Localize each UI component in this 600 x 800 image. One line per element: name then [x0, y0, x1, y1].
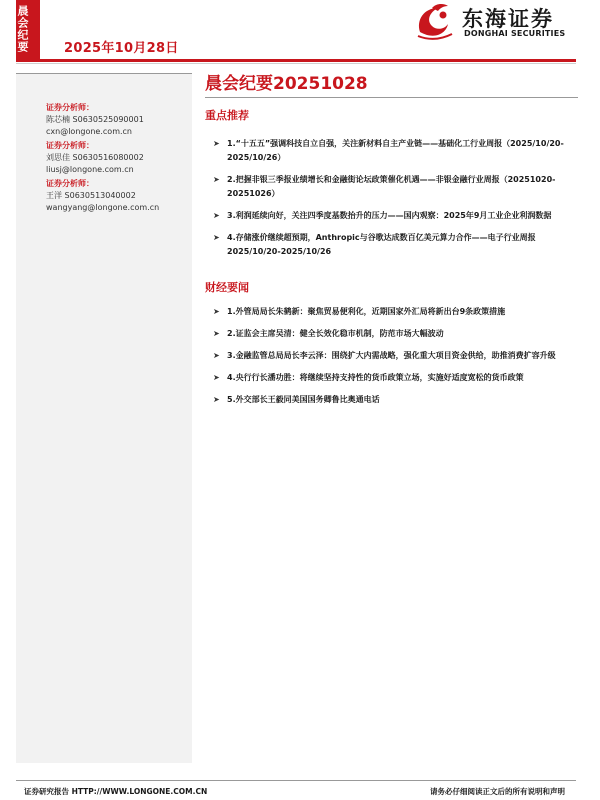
- footer-disclaimer: 请务必仔细阅读正文后的所有说明和声明: [430, 787, 565, 796]
- recommend-item[interactable]: [213, 231, 578, 259]
- analyst-email[interactable]: liusj@longone.com.cn: [46, 165, 134, 174]
- company-logo: [414, 2, 584, 42]
- arrow-bullet-icon: ➤: [213, 351, 220, 360]
- analyst-name-id: 陈芯楠 S0630525090001: [46, 115, 144, 124]
- analyst-label: 证券分析师：: [46, 103, 94, 112]
- arrow-bullet-icon: ➤: [213, 395, 220, 404]
- arrow-bullet-icon: ➤: [213, 233, 220, 242]
- report-type-label: 晨会纪要: [16, 5, 29, 53]
- analyst-email[interactable]: wangyang@longone.com.cn: [46, 203, 160, 212]
- recommend-item-text: 1.“十五五”强调科技自立自强，关注新材料自主产业链——基础化工行业周报（2025/10/20-2025/10/26）: [227, 139, 564, 162]
- news-item[interactable]: [213, 349, 578, 363]
- news-item-text: 4.央行行长潘功胜：将继续坚持支持性的货币政策立场，实施好适度宽松的货币政策: [227, 373, 524, 382]
- recommend-item[interactable]: [213, 209, 578, 223]
- arrow-bullet-icon: ➤: [213, 175, 220, 184]
- news-item-text: 1.外管局局长朱鹤新：聚焦贸易便利化，近期国家外汇局将新出台9条政策措施: [227, 307, 506, 316]
- analyst-name-id: 王洋 S0630513040002: [46, 191, 136, 200]
- news-section-title: 财经要闻: [205, 281, 249, 294]
- title-divider: [205, 97, 578, 98]
- recommend-item[interactable]: [213, 137, 578, 165]
- logo-chinese-name: 东海证券: [462, 7, 554, 31]
- news-item[interactable]: [213, 371, 578, 385]
- recommend-item-text: 4.存储涨价继续超预期，Anthropic与谷歌达成数百亿美元算力合作——电子行业周报2025/10/20-2025/10/26: [227, 233, 536, 256]
- footer-left-text[interactable]: 证券研究报告 HTTP://WWW.LONGONE.COM.CN: [24, 787, 208, 796]
- recommend-list: [213, 137, 578, 259]
- news-item-text: 5.外交部长王毅同美国国务卿鲁比奥通电话: [227, 395, 380, 404]
- analyst-label: 证券分析师：: [46, 179, 94, 188]
- news-item-text: 3.金融监管总局局长李云泽：围绕扩大内需战略，强化重大项目资金供给，助推消费扩容升级: [227, 351, 556, 360]
- recommend-item-text: 2.把握非银三季报业绩增长和金融街论坛政策催化机遇——非银金融行业周报（20251020-20251026）: [227, 175, 556, 198]
- analyst-list: [46, 101, 191, 215]
- news-item[interactable]: [213, 393, 578, 407]
- analyst-label: 证券分析师：: [46, 141, 94, 150]
- news-item-text: 2.证监会主席吴清：健全长效化稳市机制，防范市场大幅波动: [227, 329, 444, 338]
- footer-divider: [16, 780, 576, 781]
- arrow-bullet-icon: ➤: [213, 139, 220, 148]
- news-list: [213, 305, 578, 407]
- page-title: 晨会纪要20251028: [205, 74, 368, 94]
- arrow-bullet-icon: ➤: [213, 373, 220, 382]
- header-rule: [16, 59, 576, 62]
- main-content: [205, 73, 580, 404]
- arrow-bullet-icon: ➤: [213, 329, 220, 338]
- recommend-item-text: 3.利润延续向好，关注四季度基数抬升的压力——国内观察：2025年9月工业企业利润数据: [227, 211, 552, 220]
- header-rule-thin: [16, 63, 576, 64]
- analyst-email[interactable]: cxn@longone.com.cn: [46, 127, 132, 136]
- report-type-tab: [16, 0, 40, 62]
- analyst-name-id: 刘思佳 S0630516080002: [46, 153, 144, 162]
- donghai-logo-icon: [414, 2, 456, 42]
- analyst-entry: [46, 139, 191, 176]
- arrow-bullet-icon: ➤: [213, 211, 220, 220]
- arrow-bullet-icon: ➤: [213, 307, 220, 316]
- recommend-section-title: 重点推荐: [205, 109, 249, 122]
- sidebar-divider: [16, 73, 192, 74]
- report-date: 2025年10月28日: [64, 41, 179, 56]
- logo-english-name: DONGHAI SECURITIES: [464, 29, 566, 38]
- recommend-item[interactable]: [213, 173, 578, 201]
- news-item[interactable]: [213, 327, 578, 341]
- analyst-entry: [46, 177, 191, 214]
- analyst-entry: [46, 101, 191, 138]
- news-item[interactable]: [213, 305, 578, 319]
